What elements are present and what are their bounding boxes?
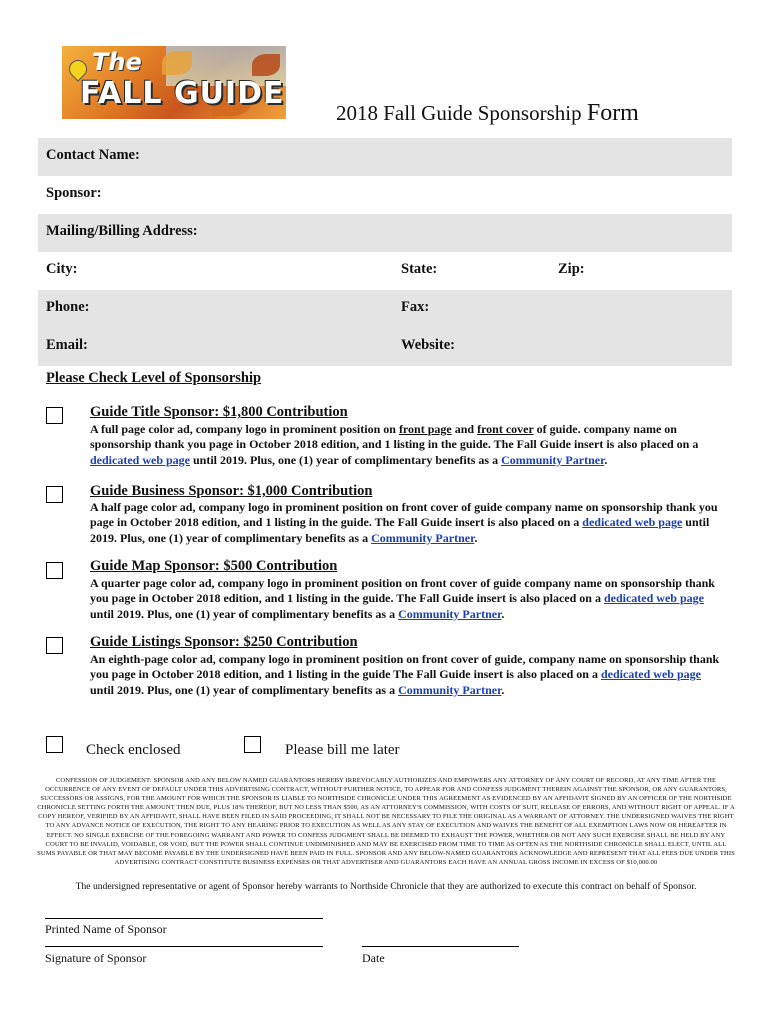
confession-of-judgement-text: CONFESSION OF JUDGEMENT: SPONSOR AND ANY BELOW NAMED GUARANTORS HEREBY IRREVOCABLY AUTHORIZES AND EMPOWERS ANY ATTORNEY OF ANY COURT OF RECORD, AT ANY TIME AFTER THE OCCURRENCE OF ANY EVENT OF DEFAULT UNDER THIS ADVERTISING CONTRACT, WITHOUT FURTHER NOTICE, TO APPEAR FOR AND CONFESS JUDGMENT THEREIN AGAINST THE SPONSOR, OR ANY GUARANTORS, SUCCESSORS OR ASSIGNS, FOR THE AMOUNT FOR WHICH THE SPONSOR IS LIABLE TO NORTHSIDE CHRONICLE UNDER THIS AGREEMENT AS EVIDENCED BY AN AFFIDAVIT SIGNED BY AN OFFICER OF THE NORTHSIDE CHRONICLE SETTING FORTH THE AMOUNT THEN DUE, PLUS 18% THEREOF, BUT NO LESS THAN $500, AS AN ATTORNEY'S COMMISSION, WITH COSTS OF SUIT, RELEASE OF ERRORS, AND WITHOUT RIGHT OF APPEAL. IF A COPY HEREOF, VERIFIED BY AN AFFIDAVIT, SHALL HAVE BEEN FILED IN SAID PROCEEDING, IT SHALL NOT BE NECESSARY TO FILE THE ORIGINAL AS A WARRANT OF ATTORNEY. THE UNDERSIGNED WAIVES THE RIGHT TO ANY ADVANCE NOTICE OF EXECUTION, THE RIGHT TO ANY HEARING PRIOR TO EXECUTION AS WELL AS ANY STAY OF EXECUTION AND WAIVES THE BENEFIT OF ALL EXEMPTION LAWS NOW OR HEREAFTER IN EFFECT. NO SINGLE EXERCISE OF THE FOREGOING WARRANT AND POWER TO CONFESS JUDGMENT SHALL BE DEEMED TO EXHAUST THE POWER, WHETHER OR NOT ANY SUCH EXERCISE SHALL BE HELD BY ANY COURT TO BE INVALID, VOIDABLE, OR VOID, BUT THE POWER SHALL CONTINUE UNDIMINISHED AND MAY BE EXERCISED FROM TIME TO TIME AS OFTEN AS THE NORTHSIDE CHRONICLE SHALL ELECT, UNTIL ALL SUMS PAYABLE OR THAT MAY BECOME PAYABLE BY THE UNDERSIGNED HAVE BEEN PAID IN FULL. SPONSOR AND ANY BELOW-NAMED GUARANTORS ACKNOWLEDGE AND REPRESENT THAT ALL FEES DUE UNDER THIS ADVERTISING CONTRACT CONSTITUTE BUSINESS EXPENSES OR THAT ADVERTISER AND GUARANTORS EACH HAVE AN ANNUAL GROSS INCOME IN EXCESS OF $10,000.00 [37,777,735,866]
dedicated-web-page-link[interactable]: dedicated web page [600,667,701,682]
website-label: Website: [401,337,455,353]
logo-the: The [92,48,142,76]
check-enclosed-label: Check enclosed [86,742,181,758]
state-label: State: [401,261,438,277]
desc-text: . [604,452,608,467]
desc-text: of guide. company name on sponsorship thank you page in October 2018 edition, and 1 listing in the guide. The Fall Guide insert is also placed on a [90,422,699,452]
map-sponsor-description [90,576,720,622]
printed-name-label: Printed Name of Sponsor [45,922,167,936]
contact-name-row[interactable] [38,138,732,176]
bill-later-checkbox[interactable] [244,736,261,753]
desc-text: A half page color ad, company logo in prominent position on front cover of guide company name on sponsorship thank you page in October 2018 edition, and 1 listing in the guide. The Fall Guide insert is also placed on a [90,500,718,530]
address-label: Mailing/Billing Address: [46,223,198,239]
map-sponsor-heading: Guide Map Sponsor: $500 Contribution [90,558,338,574]
desc-text: until 2019. Plus, one (1) year of complimentary benefits as a [90,606,399,621]
bill-later-label: Please bill me later [285,742,400,758]
front-cover-link[interactable]: front cover [477,422,534,436]
listings-sponsor-description [90,652,720,698]
desc-text: A full page color ad, company logo in prominent position on [90,422,399,436]
check-enclosed-checkbox[interactable] [46,736,63,753]
page-title [336,100,639,127]
logo-title: FALL GUIDE [80,76,285,111]
fall-guide-logo [62,46,286,119]
business-sponsor-description [90,500,720,546]
desc-text: . [501,682,505,697]
community-partner-link[interactable]: Community Partner [398,682,502,697]
desc-text: An eighth-page color ad, company logo in prominent position on front cover of guide, company name on sponsorship thank you page in October 2018 edition, and 1 listing in the guide The Fall Guide insert is also placed on a [90,652,720,682]
title-main: 2018 Fall Guide Sponsorship [336,101,587,125]
phone-label: Phone: [46,299,90,315]
signature-label: Signature of Sponsor [45,951,147,965]
title-sponsor-checkbox[interactable] [46,407,63,424]
community-partner-link[interactable]: Community Partner [398,606,502,621]
community-partner-link[interactable]: Community Partner [371,530,475,545]
business-sponsor-heading: Guide Business Sponsor: $1,000 Contribution [90,483,373,499]
phone-fax-row[interactable] [38,290,732,328]
leaf-decoration [252,54,280,76]
listings-sponsor-heading: Guide Listings Sponsor: $250 Contribution [90,634,358,650]
desc-text: until 2019. Plus, one (1) year of complimentary benefits as a [190,452,502,467]
leaf-decoration [162,51,192,75]
title-sponsor-description [90,422,720,468]
business-sponsor-checkbox[interactable] [46,486,63,503]
map-sponsor-checkbox[interactable] [46,562,63,579]
contact-name-label: Contact Name: [46,147,140,163]
desc-text: until 2019. Plus, one (1) year of complimentary benefits as a [90,682,399,697]
desc-text: . [474,530,478,545]
date-line[interactable] [362,946,519,947]
email-label: Email: [46,337,88,353]
dedicated-web-page-link[interactable]: dedicated web page [582,515,683,530]
desc-text: and [451,422,478,436]
title-sponsor-heading: Guide Title Sponsor: $1,800 Contribution [90,404,348,420]
front-page-link[interactable]: front page [398,422,452,436]
fax-label: Fax: [401,299,430,315]
title-last: Form [586,100,639,126]
desc-text: . [501,606,505,621]
sponsor-row[interactable] [38,176,732,214]
dedicated-web-page-link[interactable]: dedicated web page [90,452,190,467]
section-heading: Please Check Level of Sponsorship [46,370,262,386]
signature-line[interactable] [45,946,323,947]
dedicated-web-page-link[interactable]: dedicated web page [603,591,704,606]
address-row[interactable] [38,214,732,252]
listings-sponsor-checkbox[interactable] [46,637,63,654]
city-state-zip-row[interactable] [38,252,732,290]
date-label: Date [362,951,385,965]
zip-label: Zip: [558,261,585,277]
city-label: City: [46,261,78,277]
desc-text: A quarter page color ad, company logo in prominent position on front cover of guide company name on sponsorship thank you page in October 2018 edition, and 1 listing in the guide. The Fall Guide insert is also placed on a [90,576,715,606]
printed-name-line[interactable] [45,918,323,919]
community-partner-link[interactable]: Community Partner [501,452,605,467]
sponsor-label: Sponsor: [46,185,102,201]
desc-text: until 2019. Plus, one (1) year of complimentary benefits as a [90,515,710,545]
email-website-row[interactable] [38,328,732,366]
warrant-statement: The undersigned representative or agent of Sponsor hereby warrants to Northside Chronicle that they are authorized to execute this contract on behalf of Sponsor. [75,881,697,892]
